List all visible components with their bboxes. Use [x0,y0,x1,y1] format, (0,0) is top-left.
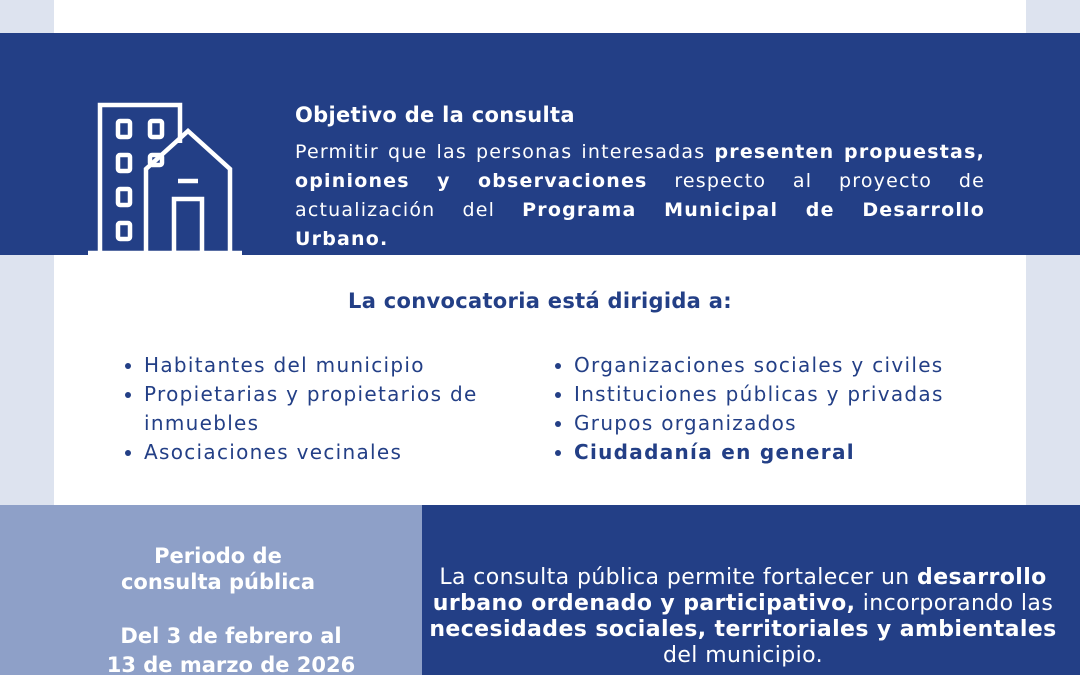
list-item: Habitantes del municipio [120,351,500,380]
period-panel [0,505,422,675]
list-item: Grupos organizados [550,409,980,438]
objective-body [295,138,985,254]
period-title [0,543,436,595]
list-item: Instituciones públicas y privadas [550,380,980,409]
period-title-line: Periodo de [154,544,282,568]
objective-body-bold-1: presenten propuestas, opiniones y observaciones [295,141,985,192]
objective-text-block [295,101,985,254]
info-bold-2: necesidades sociales, territoriales y ambientales [429,617,1057,642]
info-text-1: La consulta pública permite fortalecer un [439,565,918,590]
period-dates [0,622,462,675]
info-text-3: del municipio. [663,643,823,668]
list-item: Organizaciones sociales y civiles [550,351,980,380]
period-title-line: consulta pública [120,570,316,594]
info-bold-1: desarrollo urbano ordenado y participativo, [432,565,1047,616]
info-text [422,565,1064,669]
list-item: Propietarias y propietarios de inmuebles [120,380,500,438]
audience-section [54,255,1026,505]
period-dates-line: 13 de marzo de 2026 [106,653,356,675]
objective-body-text-2: respecto al proyecto de actualización del [295,170,985,221]
objective-title: Objetivo de la consulta [295,103,575,127]
list-item: Asociaciones vecinales [120,438,500,467]
list-item: Ciudadanía en general [550,438,980,467]
objective-body-text-1: Permitir que las personas interesadas [295,141,715,163]
objective-section [0,33,1080,255]
period-dates-line: Del 3 de febrero al [120,624,342,648]
info-text-2: incorporando las [855,591,1054,616]
info-panel [422,505,1080,675]
audience-list-left [120,351,500,467]
audience-list-right [550,351,980,467]
building-house-icon [86,99,244,259]
objective-body-bold-2: Programa Municipal de Desarrollo Urbano. [295,199,985,250]
audience-title: La convocatoria está dirigida a: [348,289,732,313]
top-card [54,0,1026,33]
